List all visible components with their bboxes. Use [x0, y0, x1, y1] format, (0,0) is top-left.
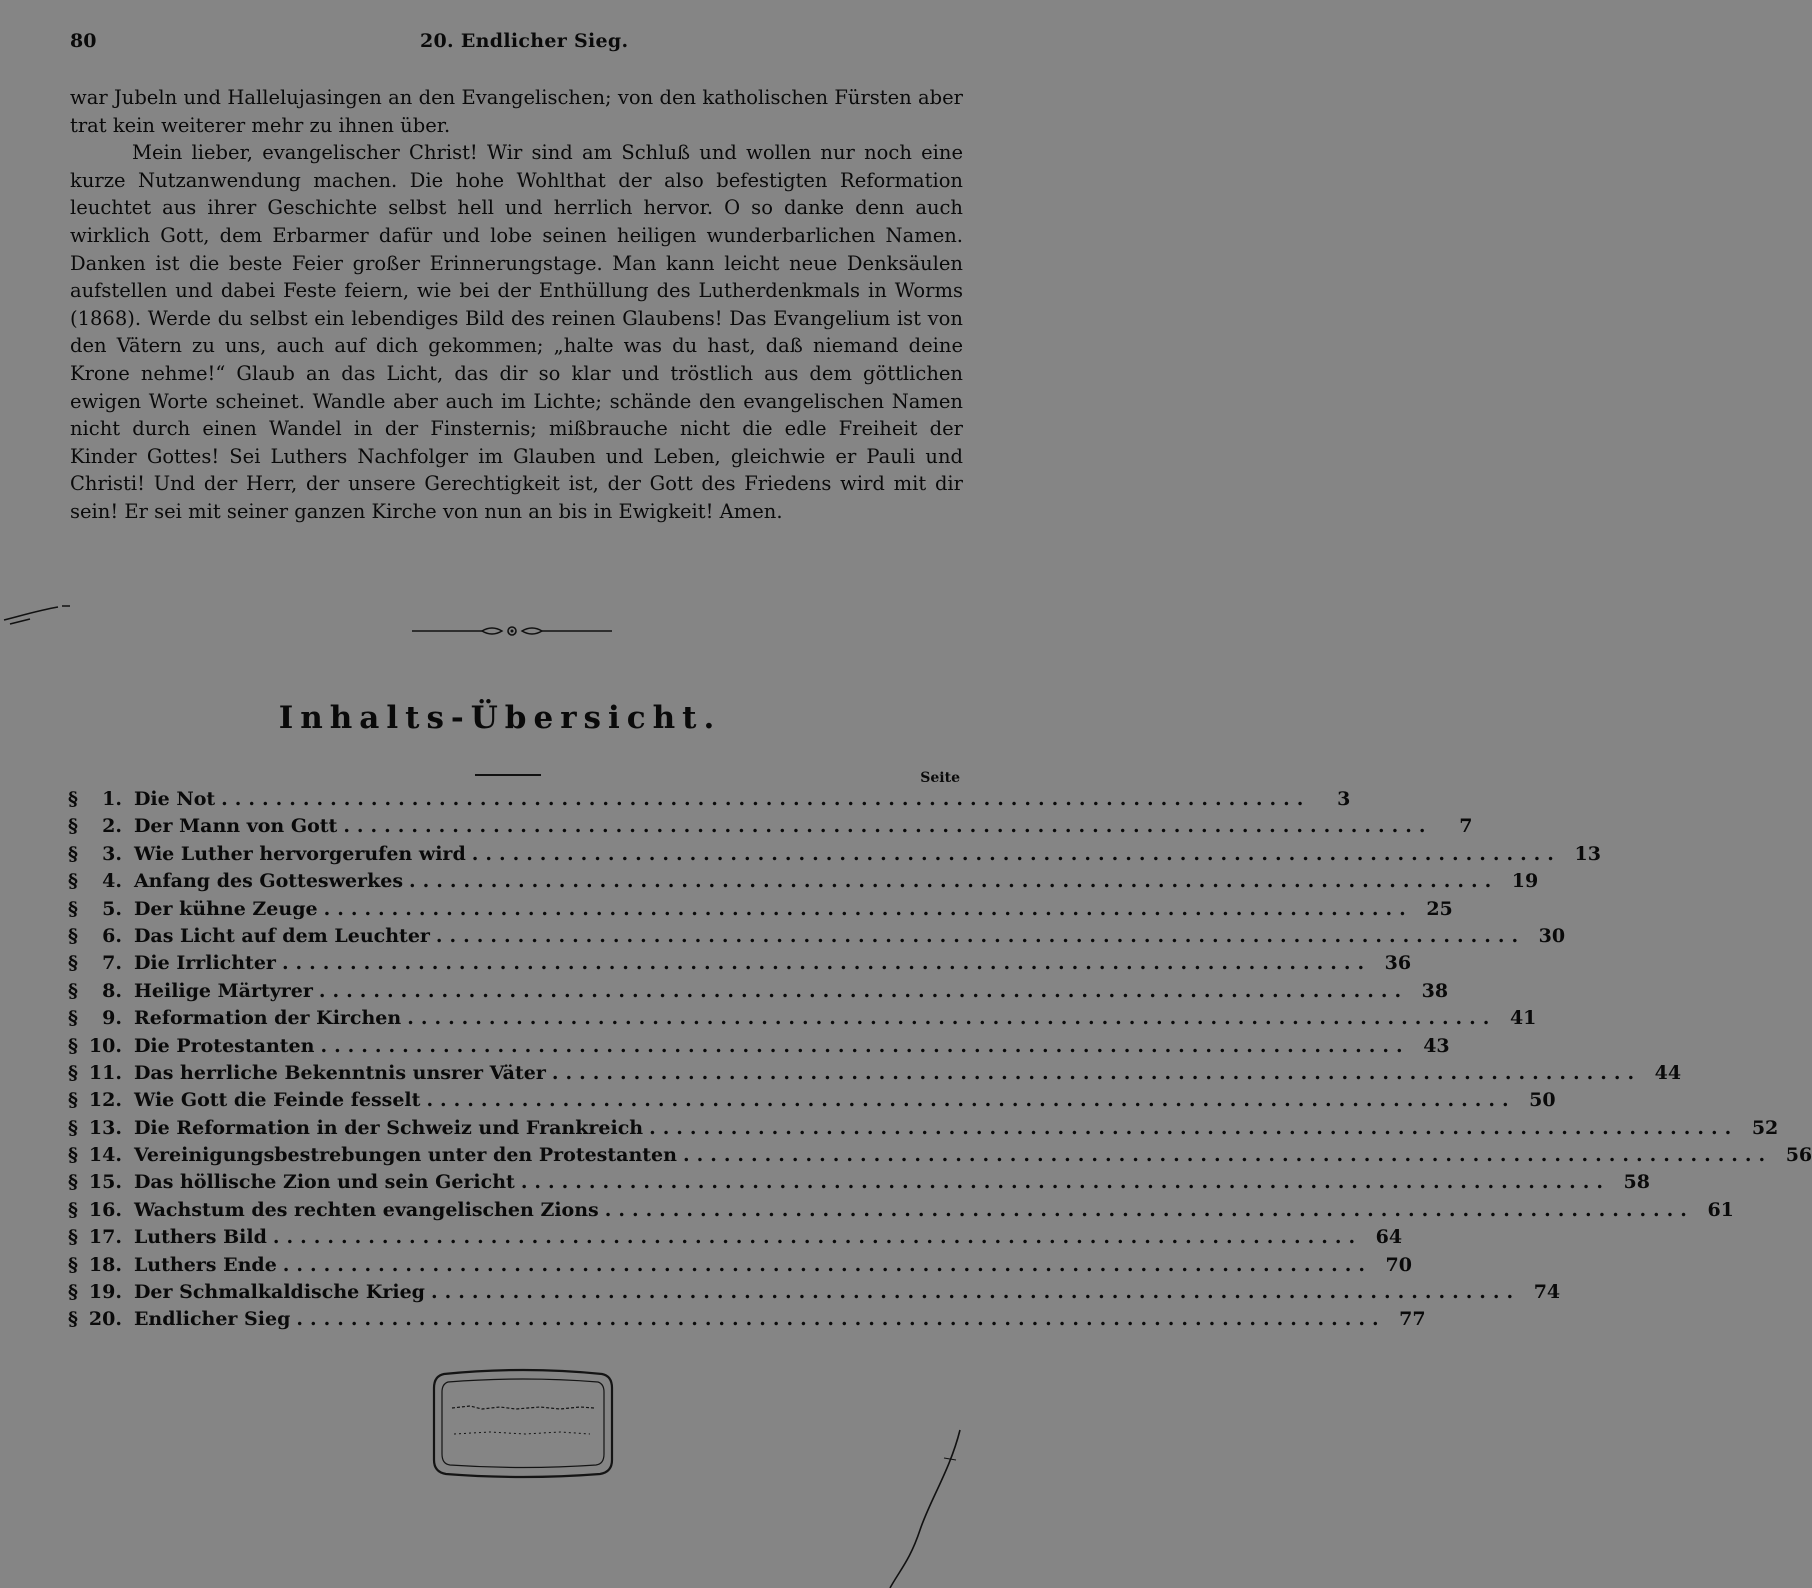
chapter-page-number: 74 — [1533, 1281, 1561, 1304]
chapter-number: 13. — [88, 1116, 122, 1139]
chapter-title: Reformation der Kirchen — [133, 1007, 402, 1030]
chapter-number: 18. — [88, 1253, 122, 1276]
library-stamp — [430, 1364, 616, 1482]
section-symbol: § — [68, 1171, 78, 1194]
chapter-page-number: 58 — [1623, 1171, 1650, 1194]
chapter-title: Der Schmalkaldische Krieg — [133, 1281, 425, 1304]
chapter-number: 17. — [88, 1226, 122, 1249]
chapter-title: Der Mann von Gott — [133, 815, 338, 838]
paragraph: Mein lieber, evangelischer Christ! Wir sind am Schluß und wollen nur noch eine kurze Nutzanwendung machen. Die hohe Wohlthat der also befestigten Reformation leuchtet aus ihrer Geschichte selbst hell und herrlich hervor. O so danke denn auch wirklich Gott, dem Erbarmer dafür und lobe seinen heiligen wunderbarlichen Namen. Danken ist die beste Feier großer Erinnerungstage. Man kann leicht neue Denksäulen aufstellen und dabei Feste feiern, wie bei der Enthüllung des Lutherdenkmals in Worms (1868). Werde du selbst ein lebendiges Bild des reinen Glaubens! Das Evangelium ist von den Vätern zu uns, auch auf dich gekommen; „halte was du hast, daß niemand deine Krone nehme!“ Glaub an das Licht, das dir so klar und tröstlich aus dem göttlichen ewigen Worte scheinet. Wandle aber auch im Lichte; schände den evangelischen Namen nicht durch einen Wandel in der Finsternis; mißbrauche nicht die edle Freiheit der Kinder Gottes! Sei Luthers Nachfolger im Glauben und Leben, gleichwie er Pauli und Christi! Und der Herr, der unsere Gerechtigkeit ist, der Gott des Friedens wird mit dir sein! Er sei mit seiner ganzen Kirche von nun an bis in Ewigkeit! Amen. — [70, 141, 963, 523]
dot-leader: ................................................................................ — [604, 1198, 1694, 1221]
chapter-number: 2. — [102, 815, 122, 838]
dot-leader: ................................................................................ — [272, 1226, 1363, 1249]
chapter-title: Das Licht auf dem Leuchter — [133, 924, 430, 947]
chapter-title: Wachstum des rechten evangelischen Zions — [133, 1198, 599, 1221]
dot-leader: ................................................................................ — [282, 1253, 1372, 1276]
toc-entry — [68, 952, 1412, 979]
toc-entry — [68, 924, 1566, 952]
dot-leader: ................................................................................ — [471, 842, 1561, 865]
chapter-title: Vereinigungsbestrebungen unter den Protestanten — [133, 1144, 677, 1167]
chapter-page-number: 3 — [1337, 788, 1351, 810]
chapter-number: 8. — [102, 979, 122, 1002]
toc-entry — [68, 1144, 1812, 1171]
toc-entry — [68, 1308, 1426, 1335]
toc-entry — [68, 870, 1539, 897]
chapter-page-number: 61 — [1707, 1198, 1734, 1221]
chapter-number: 4. — [102, 870, 122, 893]
chapter-page-number: 30 — [1538, 924, 1566, 947]
dot-leader: ................................................................................ — [320, 1034, 1410, 1057]
section-divider-ornament — [412, 622, 612, 640]
chapter-title: Wie Luther hervorgerufen wird — [133, 842, 466, 865]
toc-entry — [68, 1281, 1561, 1308]
dot-leader: ................................................................................ — [430, 1281, 1521, 1304]
chapter-title: Der kühne Zeuge — [133, 897, 318, 920]
toc-entry — [68, 1198, 1734, 1226]
toc-entry — [68, 1171, 1650, 1198]
chapter-number: 10. — [88, 1034, 122, 1057]
section-symbol: § — [68, 952, 78, 975]
chapter-number: 20. — [88, 1308, 122, 1331]
chapter-number: 11. — [88, 1061, 122, 1084]
dot-leader: ................................................................................ — [221, 788, 1311, 810]
dot-leader: ................................................................................ — [682, 1144, 1773, 1167]
chapter-title: Luthers Ende — [133, 1253, 277, 1276]
page-number: 80 — [70, 30, 97, 52]
toc-list — [68, 788, 1812, 1336]
section-symbol: § — [68, 1034, 78, 1057]
chapter-number: 12. — [88, 1089, 122, 1112]
dot-leader: ................................................................................ — [426, 1089, 1516, 1112]
dot-leader: ................................................................................ — [281, 952, 1372, 975]
section-symbol: § — [68, 1116, 78, 1139]
dot-leader: ................................................................................ — [551, 1061, 1642, 1084]
section-symbol: § — [68, 870, 78, 893]
chapter-page-number: 77 — [1399, 1308, 1426, 1331]
chapter-page-number: 38 — [1421, 979, 1449, 1002]
chapter-page-number: 44 — [1654, 1061, 1682, 1084]
chapter-title: Endlicher Sieg — [133, 1308, 291, 1331]
toc-entry — [68, 788, 1351, 815]
chapter-page-number: 52 — [1751, 1116, 1779, 1139]
chapter-number: 3. — [102, 842, 122, 865]
toc-entry — [68, 1116, 1779, 1144]
chapter-number: 6. — [102, 924, 122, 947]
dot-leader: ................................................................................ — [318, 979, 1409, 1002]
dot-leader: ................................................................................ — [409, 870, 1499, 893]
chapter-title: Wie Gott die Feinde fesselt — [133, 1089, 421, 1112]
section-symbol: § — [68, 788, 78, 810]
chapter-page-number: 13 — [1574, 842, 1601, 865]
chapter-number: 15. — [88, 1171, 122, 1194]
dot-leader: ................................................................................ — [649, 1116, 1739, 1139]
section-symbol: § — [68, 1308, 78, 1331]
stray-ink-mark — [0, 598, 90, 628]
chapter-number: 9. — [102, 1007, 122, 1030]
chapter-page-number: 50 — [1529, 1089, 1556, 1112]
toc-entry — [68, 897, 1453, 925]
section-symbol: § — [68, 1061, 78, 1084]
chapter-title: Die Reformation in der Schweiz und Frankreich — [133, 1116, 644, 1139]
section-symbol: § — [68, 924, 78, 947]
dot-leader: ................................................................................ — [435, 924, 1526, 947]
toc-entry — [68, 1089, 1556, 1116]
chapter-page-number: 41 — [1509, 1007, 1537, 1030]
dot-leader: ................................................................................ — [407, 1007, 1497, 1030]
toc-title: Inhalts-Übersicht. — [278, 700, 722, 736]
section-symbol: § — [68, 1226, 78, 1249]
section-symbol: § — [68, 897, 78, 920]
toc-entry — [68, 1007, 1537, 1034]
page-column-label: Seite — [920, 770, 960, 786]
chapter-title: Die Not — [133, 788, 216, 810]
toc-entry — [68, 1034, 1450, 1062]
chapter-page-number: 64 — [1375, 1226, 1403, 1249]
toc-entry — [68, 979, 1449, 1007]
paragraph: war Jubeln und Hallelujasingen an den Evangelischen; von den katholischen Fürsten aber trat kein weiterer mehr zu ihnen über. — [70, 86, 963, 137]
toc-entry — [68, 1253, 1412, 1281]
section-symbol: § — [68, 815, 78, 838]
toc-entry — [68, 842, 1601, 870]
running-head — [70, 30, 960, 60]
body-text — [70, 84, 963, 526]
chapter-title: Anfang des Gotteswerkes — [133, 870, 404, 893]
dot-leader: ................................................................................ — [343, 815, 1433, 838]
chapter-page-number: 56 — [1785, 1144, 1812, 1167]
chapter-page-number: 7 — [1459, 815, 1473, 838]
paper-crease-mark — [860, 1430, 970, 1588]
chapter-number: 1. — [102, 788, 122, 810]
chapter-number: 5. — [102, 897, 122, 920]
chapter-page-number: 43 — [1423, 1034, 1450, 1057]
chapter-number: 19. — [88, 1281, 122, 1304]
chapter-title: Die Protestanten — [133, 1034, 315, 1057]
section-symbol: § — [68, 1144, 78, 1167]
section-symbol: § — [68, 1253, 78, 1276]
chapter-page-number: 36 — [1384, 952, 1412, 975]
chapter-number: 7. — [102, 952, 122, 975]
chapter-title: Das herrliche Bekenntnis unsrer Väter — [133, 1061, 546, 1084]
chapter-number: 16. — [88, 1198, 122, 1221]
toc-entry — [68, 815, 1473, 842]
chapter-title: Luthers Bild — [133, 1226, 267, 1249]
dot-leader: ................................................................................ — [520, 1171, 1610, 1194]
chapter-number: 14. — [88, 1144, 122, 1167]
section-symbol: § — [68, 1007, 78, 1030]
chapter-page-number: 25 — [1426, 897, 1453, 920]
chapter-title: Das höllische Zion und sein Gericht — [133, 1171, 515, 1194]
toc-entry — [68, 1226, 1403, 1253]
chapter-title: Heilige Märtyrer — [133, 979, 313, 1002]
chapter-page-number: 70 — [1385, 1253, 1412, 1276]
section-symbol: § — [68, 1281, 78, 1304]
toc-entry — [68, 1061, 1682, 1089]
chapter-title: Die Irrlichter — [133, 952, 276, 975]
dot-leader: ................................................................................ — [296, 1308, 1386, 1331]
section-symbol: § — [68, 1089, 78, 1112]
running-title: 20. Endlicher Sieg. — [420, 30, 629, 52]
section-symbol: § — [68, 1198, 78, 1221]
section-symbol: § — [68, 842, 78, 865]
chapter-page-number: 19 — [1511, 870, 1539, 893]
section-symbol: § — [68, 979, 78, 1002]
title-rule — [475, 774, 541, 776]
dot-leader: ................................................................................ — [323, 897, 1413, 920]
